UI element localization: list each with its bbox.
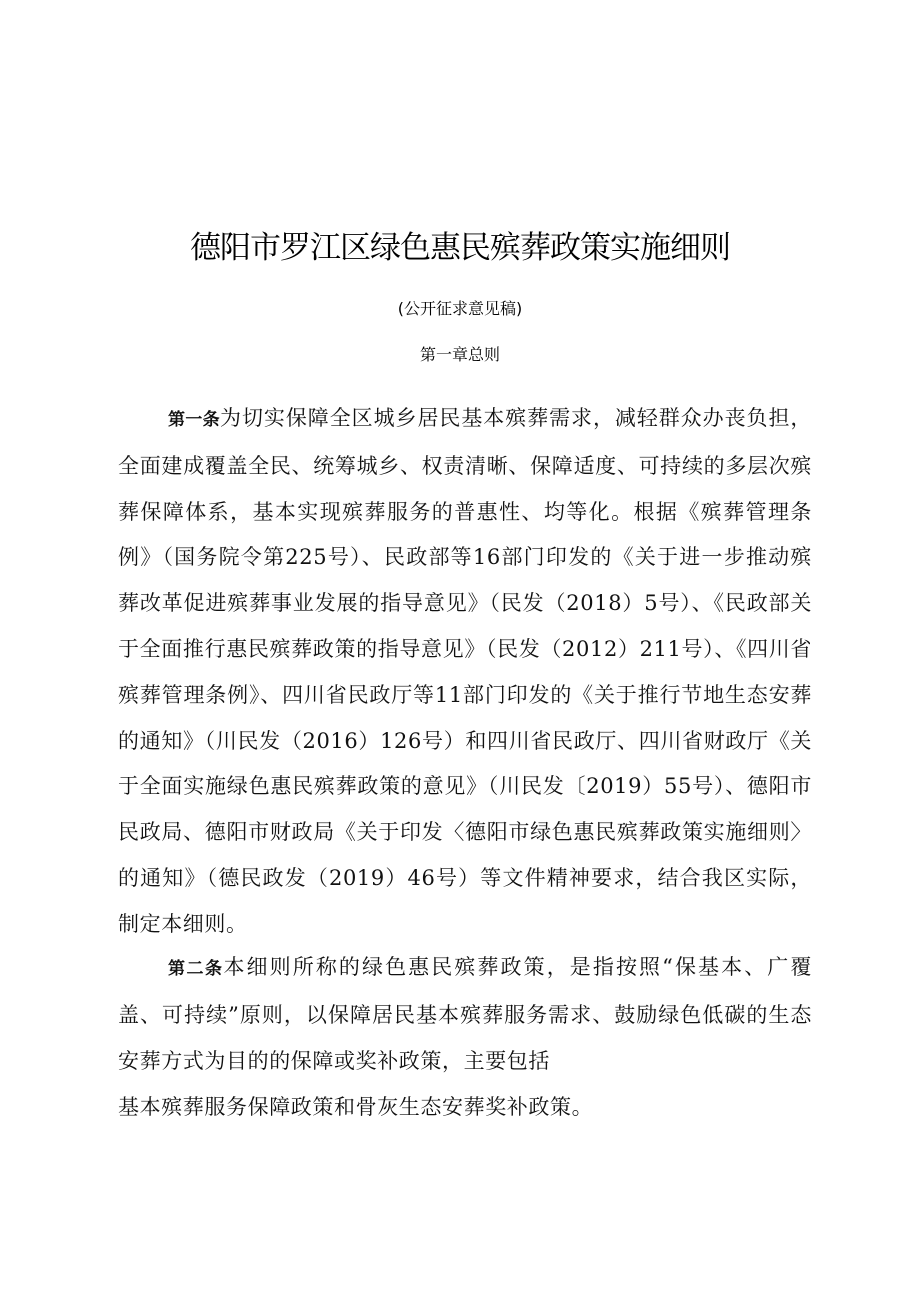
article-2-paragraph	[118, 945, 812, 1084]
chapter-heading: 第一章总则	[419, 345, 500, 364]
document-title: 德阳市罗江区绿色惠民殡葬政策实施细则	[190, 230, 730, 266]
article-1-text: 为切实保障全区城乡居民基本殡葬需求，减轻群众办丧负担，全面建成覆盖全民、统筹城乡、权责清晰、保障适度、可持续的多层次殡葬保障体系，基本实现殡葬服务的普惠性、均等化。根据《殡葬管理条例》（国务院令第225号）、民政部等16部门印发的《关于进一步推动殡葬改革促进殡葬事业发展的指导意见》（民发（2018）5号）、《民政部关于全面推行惠民殡葬政策的指导意见》（民发（2012）211号）、《四川省殡葬管理条例》、四川省民政厅等11部门印发的《关于推行节地生态安葬的通知》（川民发（2016）126号）和四川省民政厅、四川省财政厅《关于全面实施绿色惠民殡葬政策的意见》（川民发〔2019）55号）、德阳市民政局、德阳市财政局《关于印发〈德阳市绿色惠民殡葬政策实施细则〉的通知》（德民政发（2019）46号）等文件精神要求，结合我区实际，制定本细则。	[118, 406, 812, 936]
article-2-label: 第二条	[168, 959, 224, 979]
article-2-text: 本细则所称的绿色惠民殡葬政策，是指按照“保基本、广覆盖、可持续”原则，以保障居民基本殡葬服务需求、鼓励绿色低碳的生态安葬方式为目的的保障或奖补政策，主要包括	[118, 955, 812, 1073]
document-subtitle: (公开征求意见稿)	[397, 299, 523, 318]
continuation-paragraph: 基本殡葬服务保障政策和骨灰生态安葬奖补政策。	[118, 1095, 594, 1119]
article-1-label: 第一条	[168, 410, 221, 430]
article-1-paragraph	[118, 396, 812, 948]
